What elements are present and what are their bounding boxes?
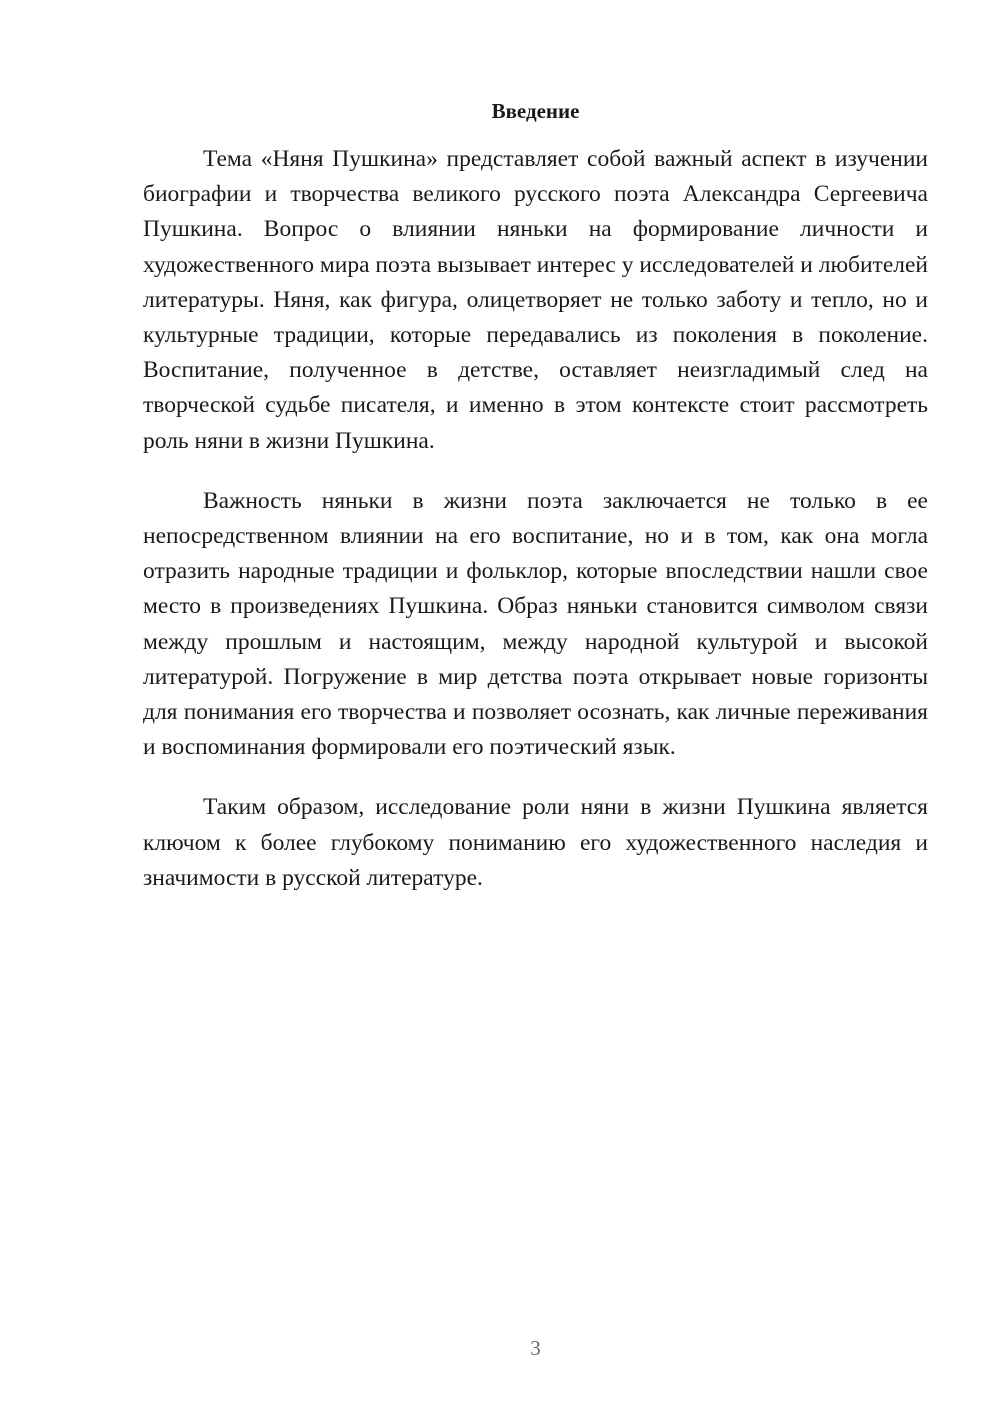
paragraph-3: Таким образом, исследование роли няни в жизни Пушкина является ключом к более глубокому пониманию его художественного наследия и значимости в русской литературе. bbox=[143, 794, 928, 891]
section-heading: Введение bbox=[491, 99, 580, 123]
paragraph-2: Важность няньки в жизни поэта заключается не только в ее непосредственном влиянии на его воспитание, но и в том, как она могла отразить народные традиции и фольклор, которые впоследствии нашли свое место в произведениях Пушкина. Образ няньки становится символом связи между прошлым и настоящим, между народной культурой и высокой литературой. Погружение в мир детства поэта открывает новые горизонты для понимания его творчества и позволяет осознать, как личные переживания и воспоминания формировали его поэтический язык. bbox=[143, 487, 928, 761]
page-number: 3 bbox=[530, 1336, 541, 1360]
paragraph-1: Тема «Няня Пушкина» представляет собой важный аспект в изучении биографии и творчества великого русского поэта Александра Сергеевича Пушкина. Вопрос о влиянии няньки на формирование личности и художественного мира поэта вызывает интерес у исследователей и любителей литературы. Няня, как фигура, олицетворяет не только заботу и тепло, но и культурные традиции, которые передавались из поколения в поколение. Воспитание, полученное в детстве, оставляет неизгладимый след на творческой судьбе писателя, и именно в этом контексте стоит рассмотреть роль няни в жизни Пушкина. bbox=[143, 146, 928, 454]
body-text bbox=[143, 142, 928, 921]
